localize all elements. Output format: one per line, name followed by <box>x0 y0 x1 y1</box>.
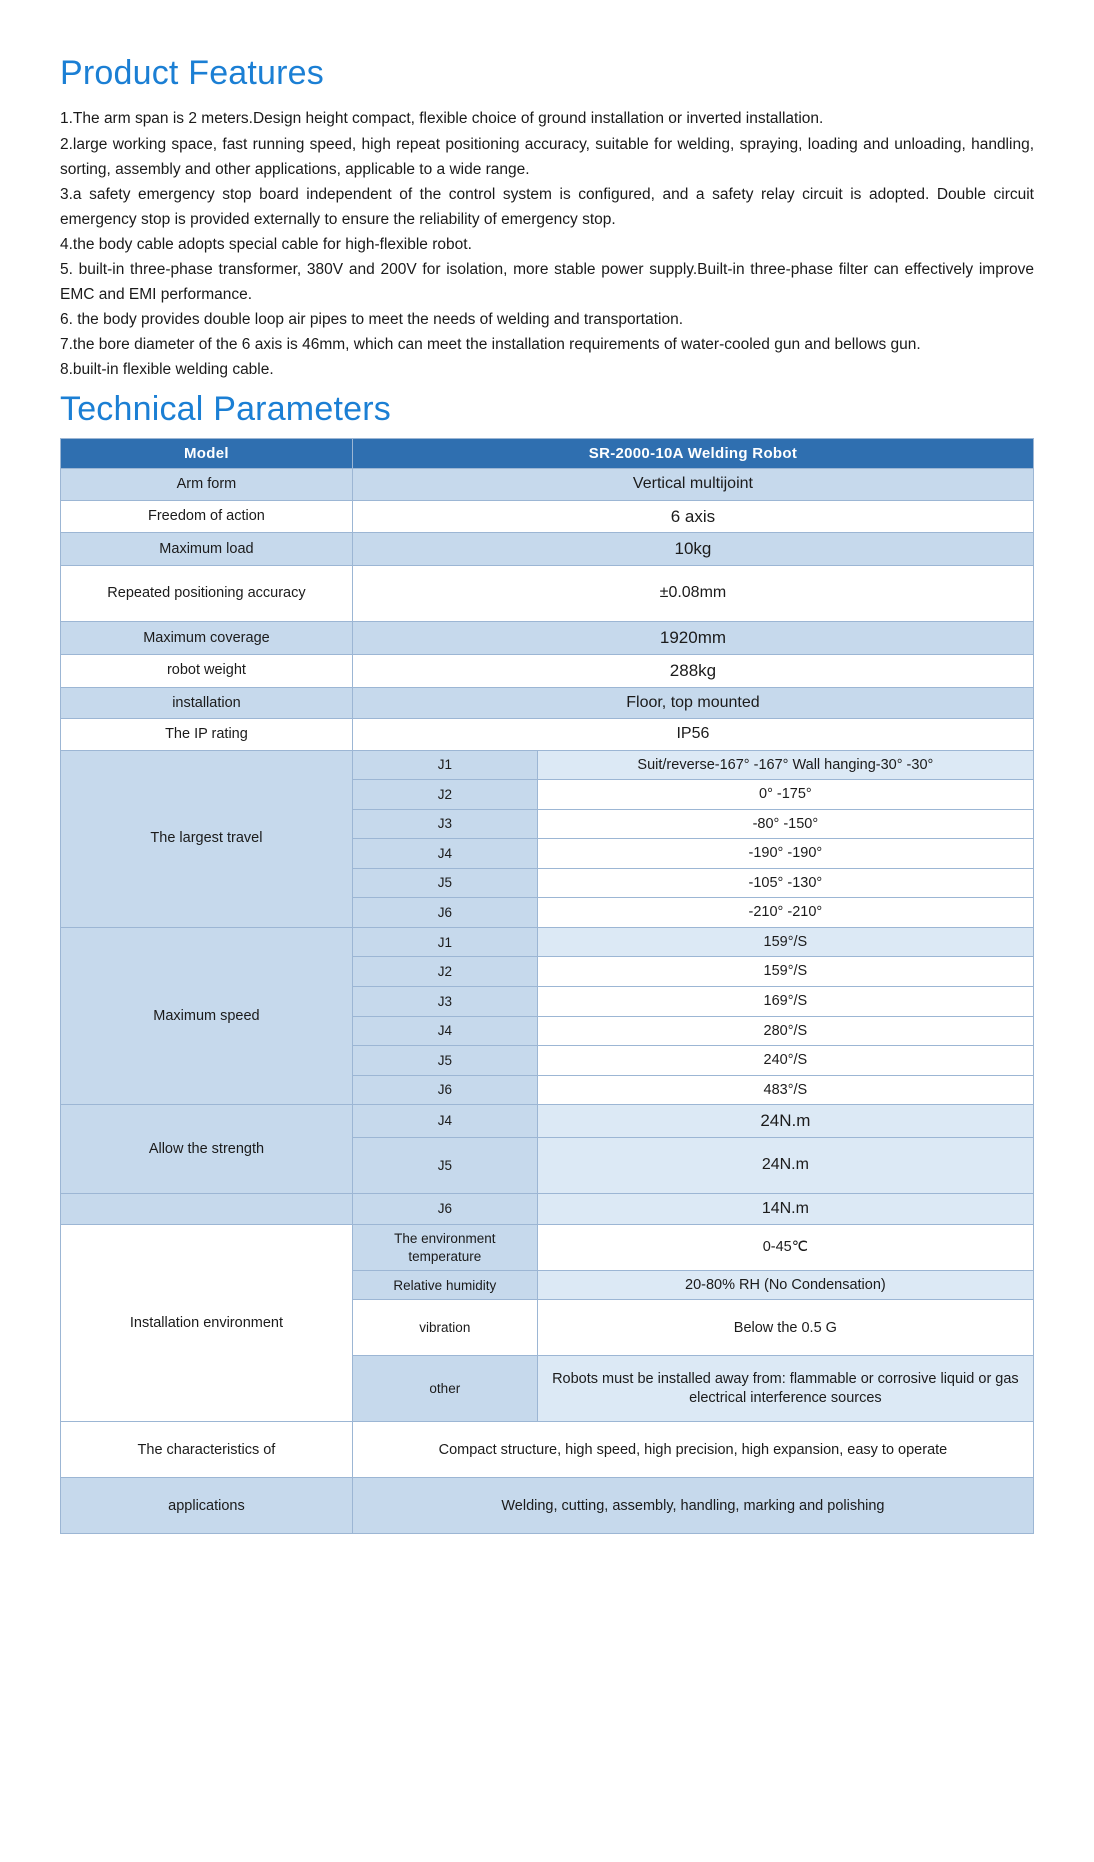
axis-value: 483°/S <box>537 1075 1033 1105</box>
row-label-allow-strength: Allow the strength <box>61 1105 353 1194</box>
table-row-strength <box>61 1105 1034 1138</box>
axis-value: 169°/S <box>537 986 1033 1016</box>
row-label-largest-travel: The largest travel <box>61 750 353 927</box>
axis-label: J4 <box>352 1105 537 1138</box>
row-label: installation <box>61 687 353 718</box>
row-label: applications <box>61 1478 353 1534</box>
row-label: Maximum load <box>61 533 353 566</box>
axis-label: J4 <box>352 839 537 869</box>
row-label: Repeated positioning accuracy <box>61 566 353 622</box>
axis-value: 240°/S <box>537 1046 1033 1076</box>
table-row <box>61 1478 1034 1534</box>
row-label: Freedom of action <box>61 500 353 533</box>
feature-item: 8.built-in flexible welding cable. <box>60 361 274 379</box>
table-row <box>61 500 1034 533</box>
axis-label: J5 <box>352 1137 537 1193</box>
axis-value: 280°/S <box>537 1016 1033 1046</box>
environment-item-label: other <box>352 1356 537 1422</box>
axis-value: -190° -190° <box>537 839 1033 869</box>
feature-item: 7.the bore diameter of the 6 axis is 46mm, which can meet the installation requirements of water-cooled gun and bellows gun. <box>60 336 921 354</box>
table-row <box>61 1422 1034 1478</box>
row-value: 6 axis <box>352 500 1033 533</box>
axis-label: J6 <box>352 898 537 928</box>
axis-label: J1 <box>352 750 537 780</box>
row-value: Floor, top mounted <box>352 687 1033 718</box>
environment-item-value: 20-80% RH (No Condensation) <box>537 1270 1033 1300</box>
table-row-speed <box>61 927 1034 957</box>
row-value: IP56 <box>352 719 1033 750</box>
technical-parameters-table <box>60 438 1034 1534</box>
axis-value: -105° -130° <box>537 868 1033 898</box>
axis-label: J3 <box>352 809 537 839</box>
axis-value: Suit/reverse-167° -167° Wall hanging-30° -30° <box>537 750 1033 780</box>
row-label: The characteristics of <box>61 1422 353 1478</box>
feature-item: 6. the body provides double loop air pipes to meet the needs of welding and transportation. <box>60 311 683 329</box>
row-label: Arm form <box>61 469 353 500</box>
axis-value: 24N.m <box>537 1137 1033 1193</box>
axis-label: J2 <box>352 780 537 810</box>
environment-item-label: The environment temperature <box>352 1225 537 1271</box>
row-value: 1920mm <box>352 622 1033 655</box>
table-row-strength <box>61 1193 1034 1224</box>
row-label-maximum-speed: Maximum speed <box>61 927 353 1104</box>
row-value: Compact structure, high speed, high precision, high expansion, easy to operate <box>352 1422 1033 1478</box>
row-label: robot weight <box>61 654 353 687</box>
axis-value: 159°/S <box>537 957 1033 987</box>
page-title-technical-parameters: Technical Parameters <box>60 389 391 428</box>
axis-value: 159°/S <box>537 927 1033 957</box>
axis-label: J2 <box>352 957 537 987</box>
environment-item-value: Robots must be installed away from: flammable or corrosive liquid or gas electrical interference sources <box>537 1356 1033 1422</box>
axis-label: J5 <box>352 868 537 898</box>
table-header-value: SR-2000-10A Welding Robot <box>352 438 1033 468</box>
axis-value: -210° -210° <box>537 898 1033 928</box>
axis-label: J5 <box>352 1046 537 1076</box>
axis-label: J4 <box>352 1016 537 1046</box>
feature-item: 3.a safety emergency stop board independent of the control system is configured, and a safety relay circuit is adopted. Double circuit emergency stop is provided externally to ensure the reliability of emergency stop. <box>60 185 1034 228</box>
row-value: Welding, cutting, assembly, handling, marking and polishing <box>352 1478 1033 1534</box>
table-row <box>61 719 1034 750</box>
table-header-row <box>61 438 1034 468</box>
table-row <box>61 654 1034 687</box>
feature-item: 5. built-in three-phase transformer, 380V and 200V for isolation, more stable power supply.Built-in three-phase filter can effectively improve EMC and EMI performance. <box>60 261 1034 304</box>
row-value: 10kg <box>352 533 1033 566</box>
feature-item: 4.the body cable adopts special cable for high-flexible robot. <box>60 235 472 253</box>
row-label: Maximum coverage <box>61 622 353 655</box>
row-label-spacer <box>61 1193 353 1224</box>
row-value: ±0.08mm <box>352 566 1033 622</box>
feature-item: 1.The arm span is 2 meters.Design height compact, flexible choice of ground installation or inverted installation. <box>60 110 824 128</box>
feature-item: 2.large working space, fast running speed, high repeat positioning accuracy, suitable for welding, spraying, loading and unloading, handling, sorting, assembly and other applications, applicable to a wide range. <box>60 135 1034 178</box>
environment-item-value: Below the 0.5 G <box>537 1300 1033 1356</box>
axis-label: J3 <box>352 986 537 1016</box>
axis-value: 24N.m <box>537 1105 1033 1138</box>
row-label-installation-environment: Installation environment <box>61 1225 353 1422</box>
axis-label: J6 <box>352 1193 537 1224</box>
table-row <box>61 469 1034 500</box>
row-value: 288kg <box>352 654 1033 687</box>
environment-item-value: 0-45℃ <box>537 1225 1033 1271</box>
axis-value: -80° -150° <box>537 809 1033 839</box>
table-header-label: Model <box>61 438 353 468</box>
product-features-list <box>60 106 1034 382</box>
axis-value: 14N.m <box>537 1193 1033 1224</box>
table-row-travel <box>61 750 1034 780</box>
row-label: The IP rating <box>61 719 353 750</box>
table-row <box>61 687 1034 718</box>
axis-label: J1 <box>352 927 537 957</box>
row-value: Vertical multijoint <box>352 469 1033 500</box>
axis-value: 0° -175° <box>537 780 1033 810</box>
environment-item-label: vibration <box>352 1300 537 1356</box>
environment-item-label: Relative humidity <box>352 1270 537 1300</box>
table-row <box>61 566 1034 622</box>
page-title-product-features: Product Features <box>60 54 324 92</box>
table-row-environment <box>61 1225 1034 1271</box>
table-row <box>61 622 1034 655</box>
axis-label: J6 <box>352 1075 537 1105</box>
table-row <box>61 533 1034 566</box>
